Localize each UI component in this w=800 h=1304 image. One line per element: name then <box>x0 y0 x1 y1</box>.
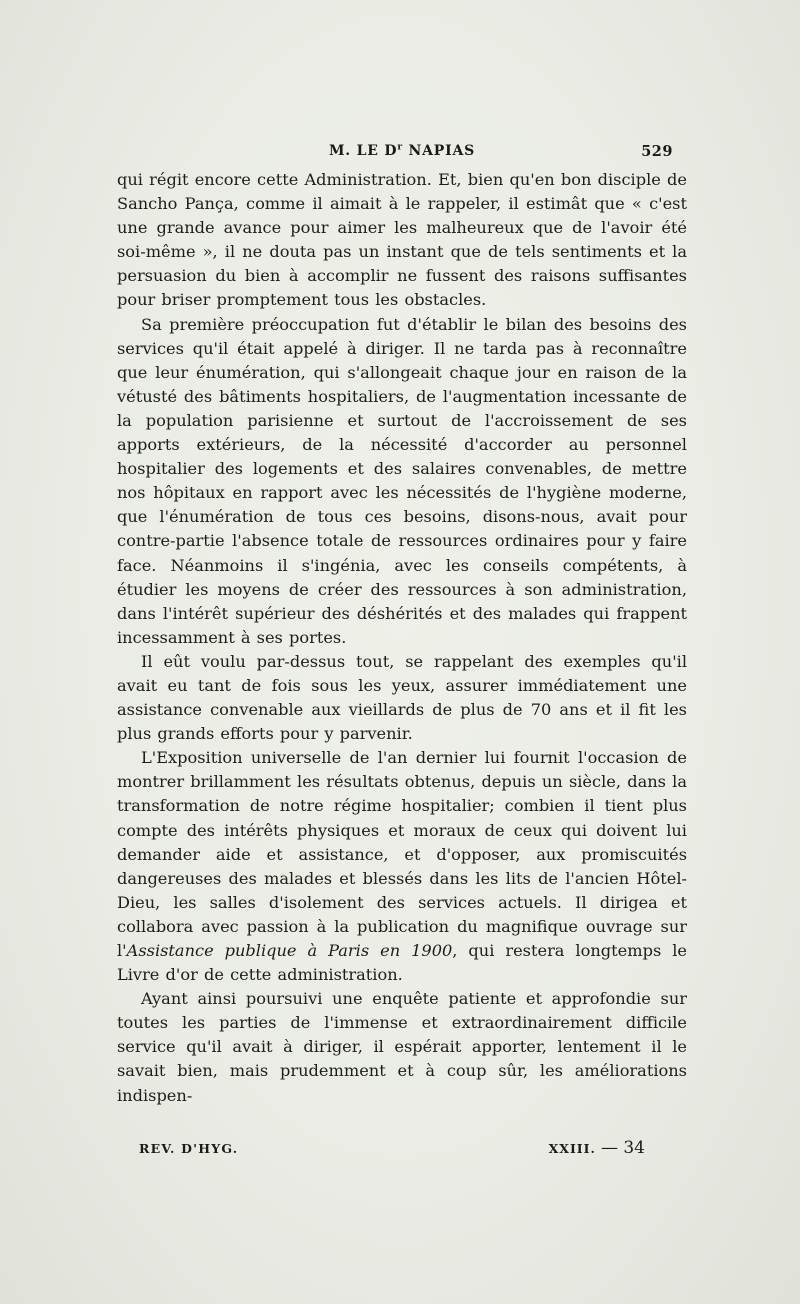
page-header <box>117 143 687 165</box>
page-number: 529 <box>641 143 673 160</box>
running-title-text: M. LE D <box>328 143 398 159</box>
running-title-text: NAPIAS <box>402 143 476 159</box>
page-footer <box>117 1138 687 1158</box>
page-body-text <box>117 168 687 1108</box>
paragraph: Il eût voulu par-dessus tout, se rappelant des exemples qu'il avait eu tant de fois sous les yeux, assurer immédiatement une assistance convenable aux vieillards de plus de 70 ans et il fit les plus grands efforts pour y parvenir. <box>117 651 687 744</box>
paragraph: Ayant ainsi poursuivi une enquête patiente et approfondie sur toutes les parties de l'immense et extraordinairement difficile service qu'il avait à diriger, il espérait apporter, lentement il le savait bien, mais prudemment et à coup sûr, les améliorations indispen- <box>117 989 687 1105</box>
signature-number: — 34 <box>600 1138 645 1158</box>
running-title <box>329 143 475 159</box>
paragraph-text: L'Exposition universelle de l'an dernier lui fournit l'occasion de montrer brillamment les résultats obtenus, depuis un siècle, dans la transformation de notre régime hospitalier; combien il tient plus compte des intérêts physiques et moraux de ceux qui doivent lui demander aide et assistance, et d'opposer, aux promiscuités dangereuses des malades et blessés dans les lits de l'ancien Hôtel-Dieu, les salles d'isolement des services actuels. Il dirigea et collabora avec passion à la publication du magnifique ouvrage sur l' <box>117 748 687 960</box>
superscript-r: r <box>397 142 403 153</box>
paragraph: qui régit encore cette Administration. Et, bien qu'en bon disciple de Sancho Pança, comme il aimait à le rappeler, il estimât que « c'est une grande avance pour aimer les malheureux que de l'avoir été soi-même », il ne douta pas un instant que de tels sentiments et la persuasion du bien à accomplir ne fussent des raisons suffisantes pour briser promptement tous les obstacles. <box>117 170 687 310</box>
book-title-italic: Assistance publique à Paris en 1900 <box>126 941 453 960</box>
paragraph-text: , qui restera longtemps le Livre d'or de cette administration. <box>117 941 687 985</box>
volume-number: XXIII. <box>548 1141 596 1156</box>
journal-abbreviation: REV. D'HYG. <box>139 1141 239 1156</box>
volume-signature <box>549 1138 645 1158</box>
paragraph <box>117 746 687 987</box>
paragraph: Sa première préoccupation fut d'établir le bilan des besoins des services qu'il était appelé à diriger. Il ne tarda pas à reconnaître que leur énumération, qui s'allongeait chaque jour en raison de la vétusté des bâtiments hospitaliers, de l'augmentation incessante de la population parisienne et surtout de l'accroissement de ses apports extérieurs, de la nécessité d'accorder au personnel hospitalier des logements et des salaires convenables, de mettre nos hôpitaux en rapport avec les nécessités de l'hygiène moderne, que l'énumération de tous ces besoins, disons-nous, avait pour contre-partie l'absence totale de ressources ordinaires pour y faire face. Néanmoins il s'ingénia, avec les conseils compétents, à étudier les moyens de créer des ressources à son administration, dans l'intérêt supérieur des déshérités et des malades qui frappent incessamment à ses portes. <box>117 314 687 647</box>
